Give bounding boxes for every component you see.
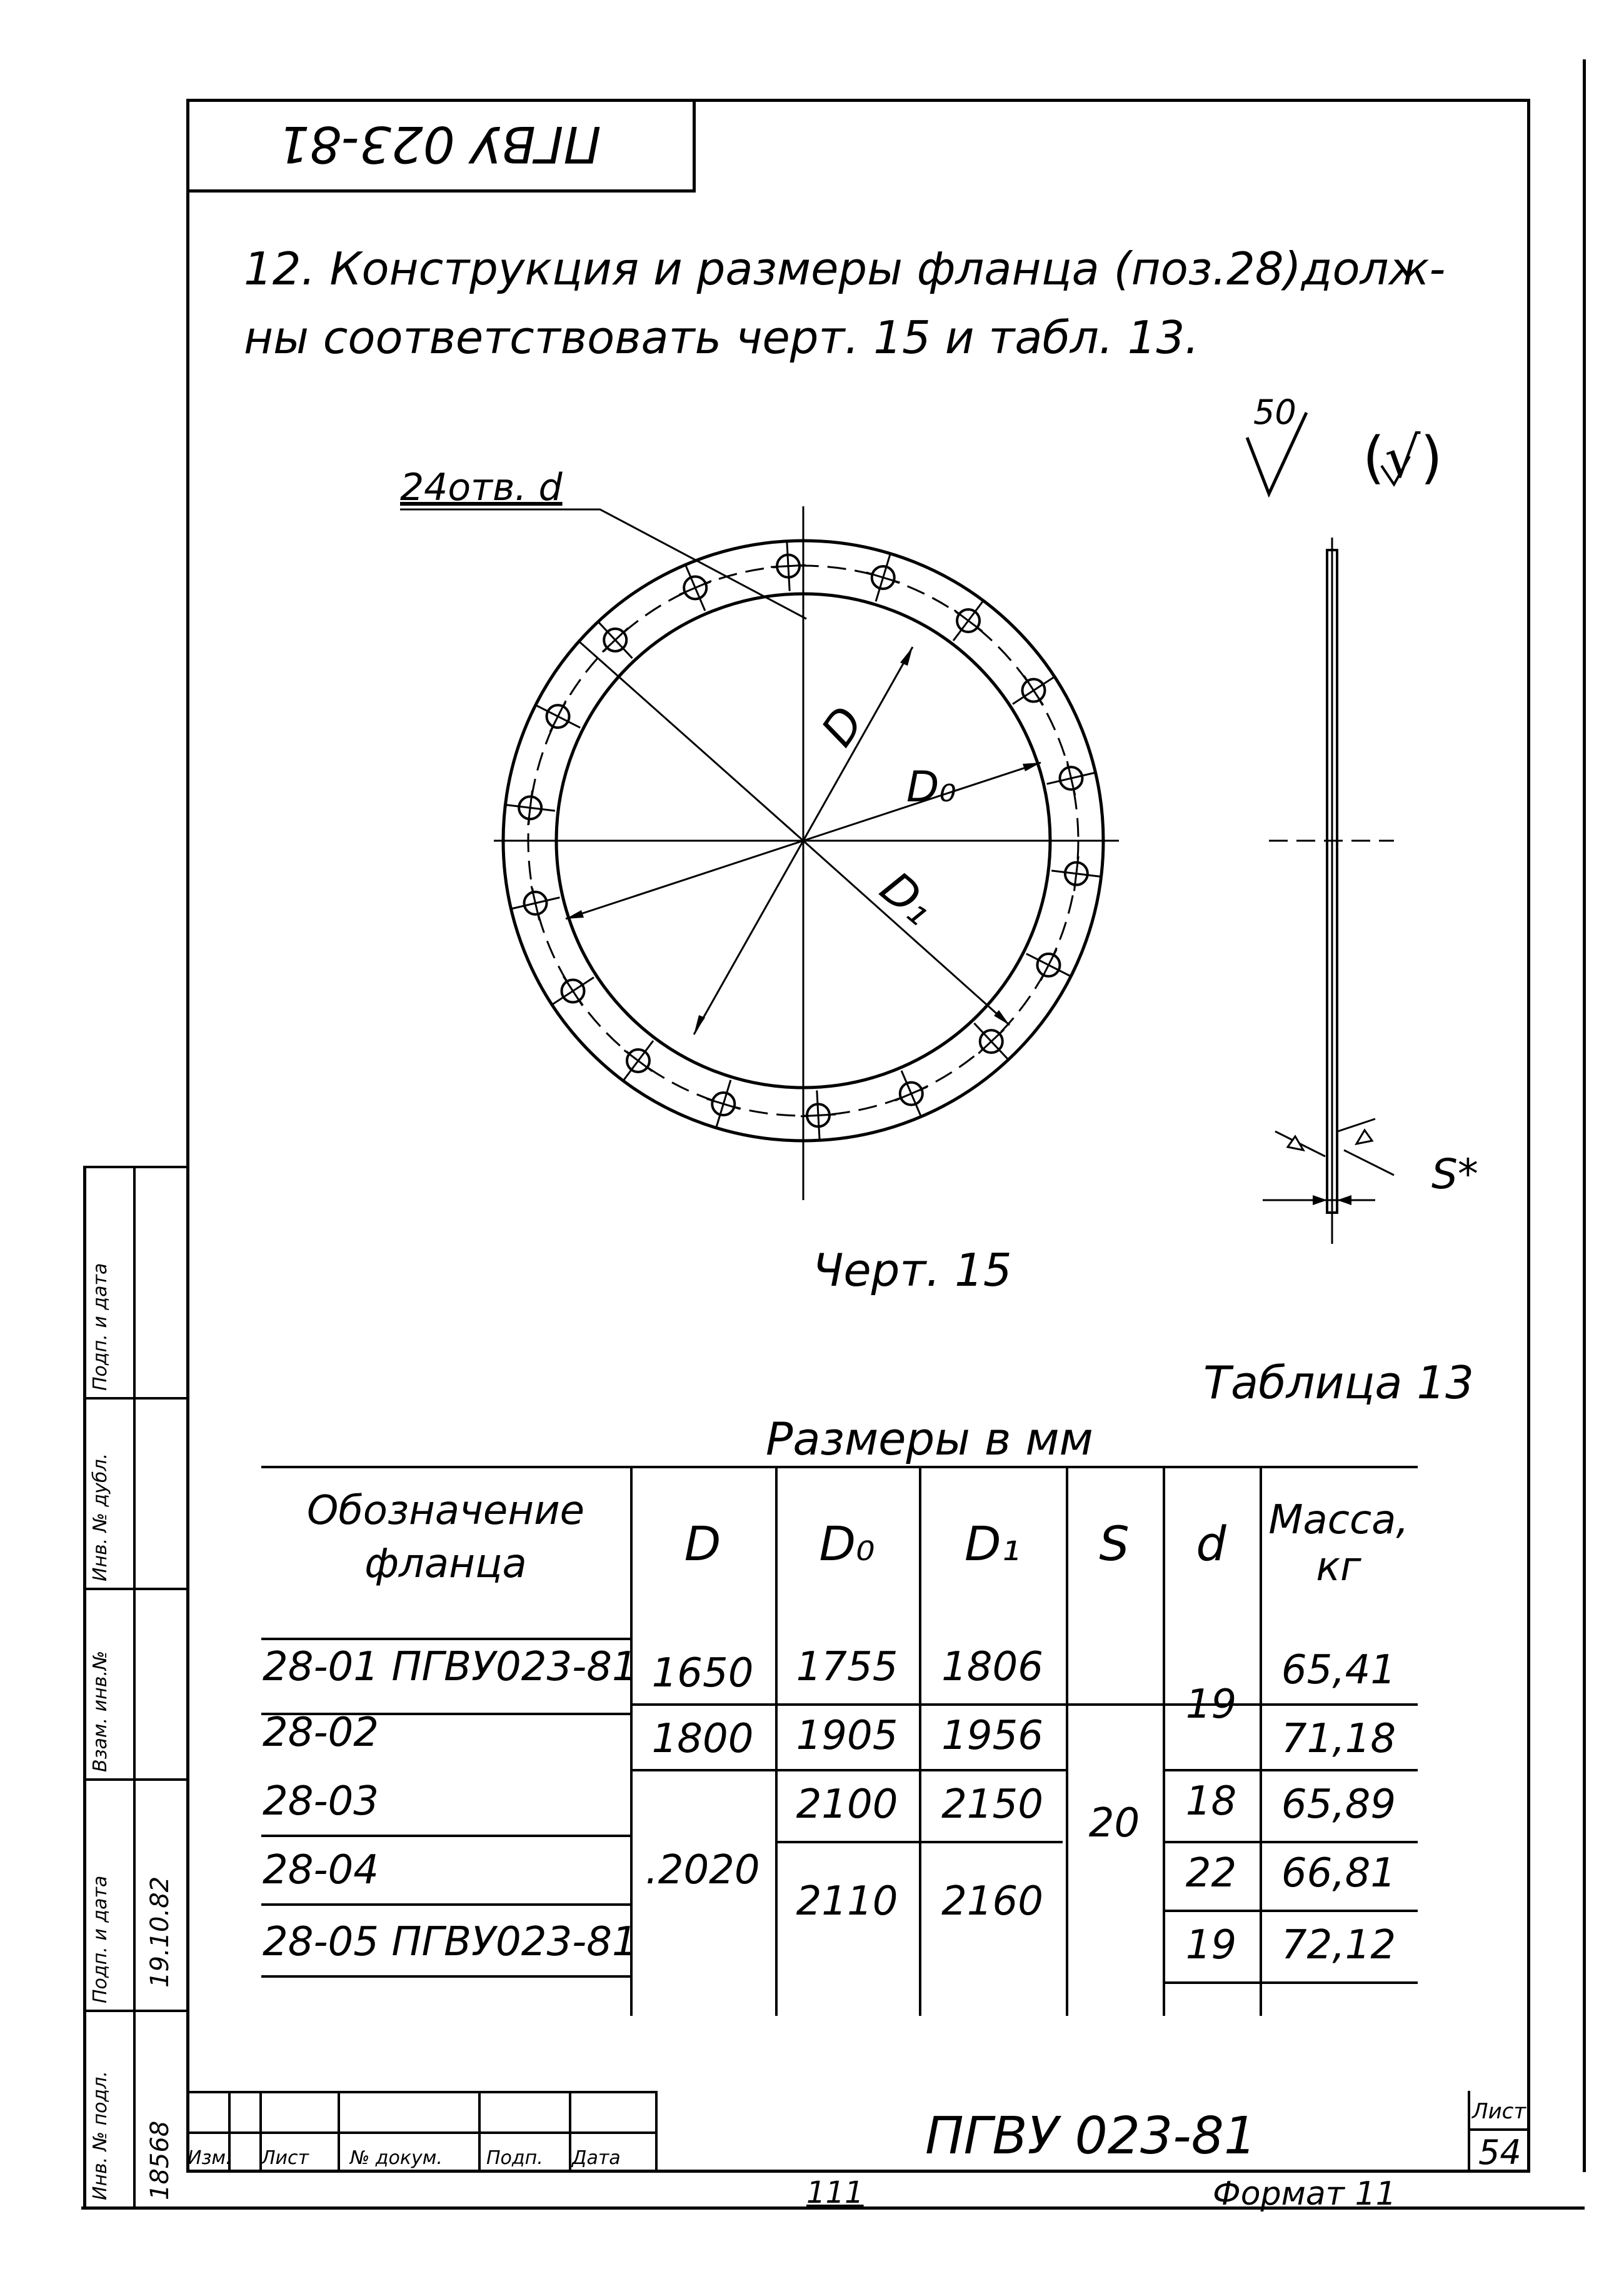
cell-mass: 71,18 <box>1281 1716 1396 1762</box>
stamp-date: 19.10.82 <box>146 1876 174 1988</box>
paragraph-line-2: ны соответствовать черт. 15 и табл. 13. <box>244 311 1200 364</box>
outer-border-left <box>83 1166 86 2208</box>
holes-leader <box>400 509 806 619</box>
header-mass-2: кг <box>1316 1544 1361 1590</box>
cell-designation: 28-04 <box>263 1847 379 1893</box>
tb-podp: Подп. <box>486 2147 543 2169</box>
cell-d-merged: 19 <box>1185 1681 1237 1728</box>
tb-list: Лист <box>261 2147 309 2169</box>
tb-izm: Изм. <box>188 2147 232 2169</box>
paragraph-line-1: 12. Конструкция и размеры фланца (поз.28)долж- <box>244 243 1446 295</box>
header-designation-1: Обозначение <box>306 1488 585 1534</box>
footer-page: 111 <box>806 2175 864 2210</box>
header-D0: D₀ <box>819 1516 875 1571</box>
roughness-paren: (√) <box>1363 425 1443 491</box>
label-D0: D₀ <box>906 763 956 812</box>
cell-mass: 65,89 <box>1281 1781 1396 1828</box>
header-D1: D₁ <box>965 1516 1020 1571</box>
header-mass-1: Масса, <box>1268 1497 1409 1543</box>
tb-doc: № докум. <box>350 2147 443 2169</box>
cell-S-merged: 20 <box>1088 1800 1140 1846</box>
cell-designation: 28-03 <box>263 1778 379 1825</box>
header-designation-2: фланца <box>364 1541 527 1587</box>
cell-d: 18 <box>1185 1778 1237 1825</box>
roughness-value: 50 <box>1253 393 1296 432</box>
tb-code: ПГВУ 023-81 <box>925 2106 1257 2166</box>
label-S: S* <box>1431 1150 1478 1198</box>
drawing-caption: Черт. 15 <box>813 1244 1012 1296</box>
cell-designation: 28-02 <box>263 1710 379 1756</box>
cell-D1: 1806 <box>941 1644 1043 1690</box>
stamp-field-4: Инв. № дубл. <box>89 1453 111 1581</box>
cell-d: 22 <box>1185 1850 1237 1896</box>
cell-D: 1800 <box>651 1716 754 1762</box>
cell-D1: 1956 <box>941 1713 1043 1759</box>
tb-data: Дата <box>572 2147 621 2169</box>
cell-D1-merged: 2160 <box>941 1878 1043 1925</box>
cell-D-merged: .2020 <box>645 1847 760 1893</box>
header-S: S <box>1099 1516 1130 1571</box>
table-title: Таблица 13 <box>1203 1356 1474 1409</box>
cell-designation: 28-05 ПГВУ023-81 <box>263 1919 638 1965</box>
tb-sheet-label: Лист <box>1472 2099 1526 2124</box>
cell-mass: 66,81 <box>1281 1850 1396 1896</box>
label-D: D <box>811 697 875 756</box>
cell-mass: 65,41 <box>1281 1647 1396 1693</box>
stamp-field-1: Инв. № подл. <box>89 2071 111 2200</box>
cell-D0: 1755 <box>796 1644 898 1690</box>
cell-D: 1650 <box>651 1650 754 1696</box>
cell-D1: 2150 <box>941 1781 1043 1828</box>
cell-D0: 2100 <box>796 1781 898 1828</box>
footer-format: Формат 11 <box>1213 2175 1396 2213</box>
stamp-inv-no: 18568 <box>146 2120 174 2200</box>
stamp-field-2: Подп. и дата <box>89 1875 111 2003</box>
header-d: d <box>1196 1516 1226 1571</box>
table-top-rule <box>261 1466 1418 1468</box>
cell-mass: 72,12 <box>1281 1922 1396 1968</box>
stamp-field-3: Взам. инв.№ <box>89 1650 111 1772</box>
cell-designation: 28-01 ПГВУ023-81 <box>263 1644 638 1690</box>
header-D: D <box>684 1516 721 1571</box>
cell-D0: 1905 <box>796 1713 898 1759</box>
table-subtitle: Размеры в мм <box>766 1413 1093 1465</box>
holes-label: 24отв. d <box>400 466 563 509</box>
label-D1: D₁ <box>870 861 945 936</box>
cell-D0-merged: 2110 <box>796 1878 898 1925</box>
stamp-field-5: Подп. и дата <box>89 1263 111 1391</box>
cell-d: 19 <box>1185 1922 1237 1968</box>
top-code-text: ПГВУ 023-81 <box>278 115 601 173</box>
tb-sheet-no: 54 <box>1478 2133 1521 2172</box>
